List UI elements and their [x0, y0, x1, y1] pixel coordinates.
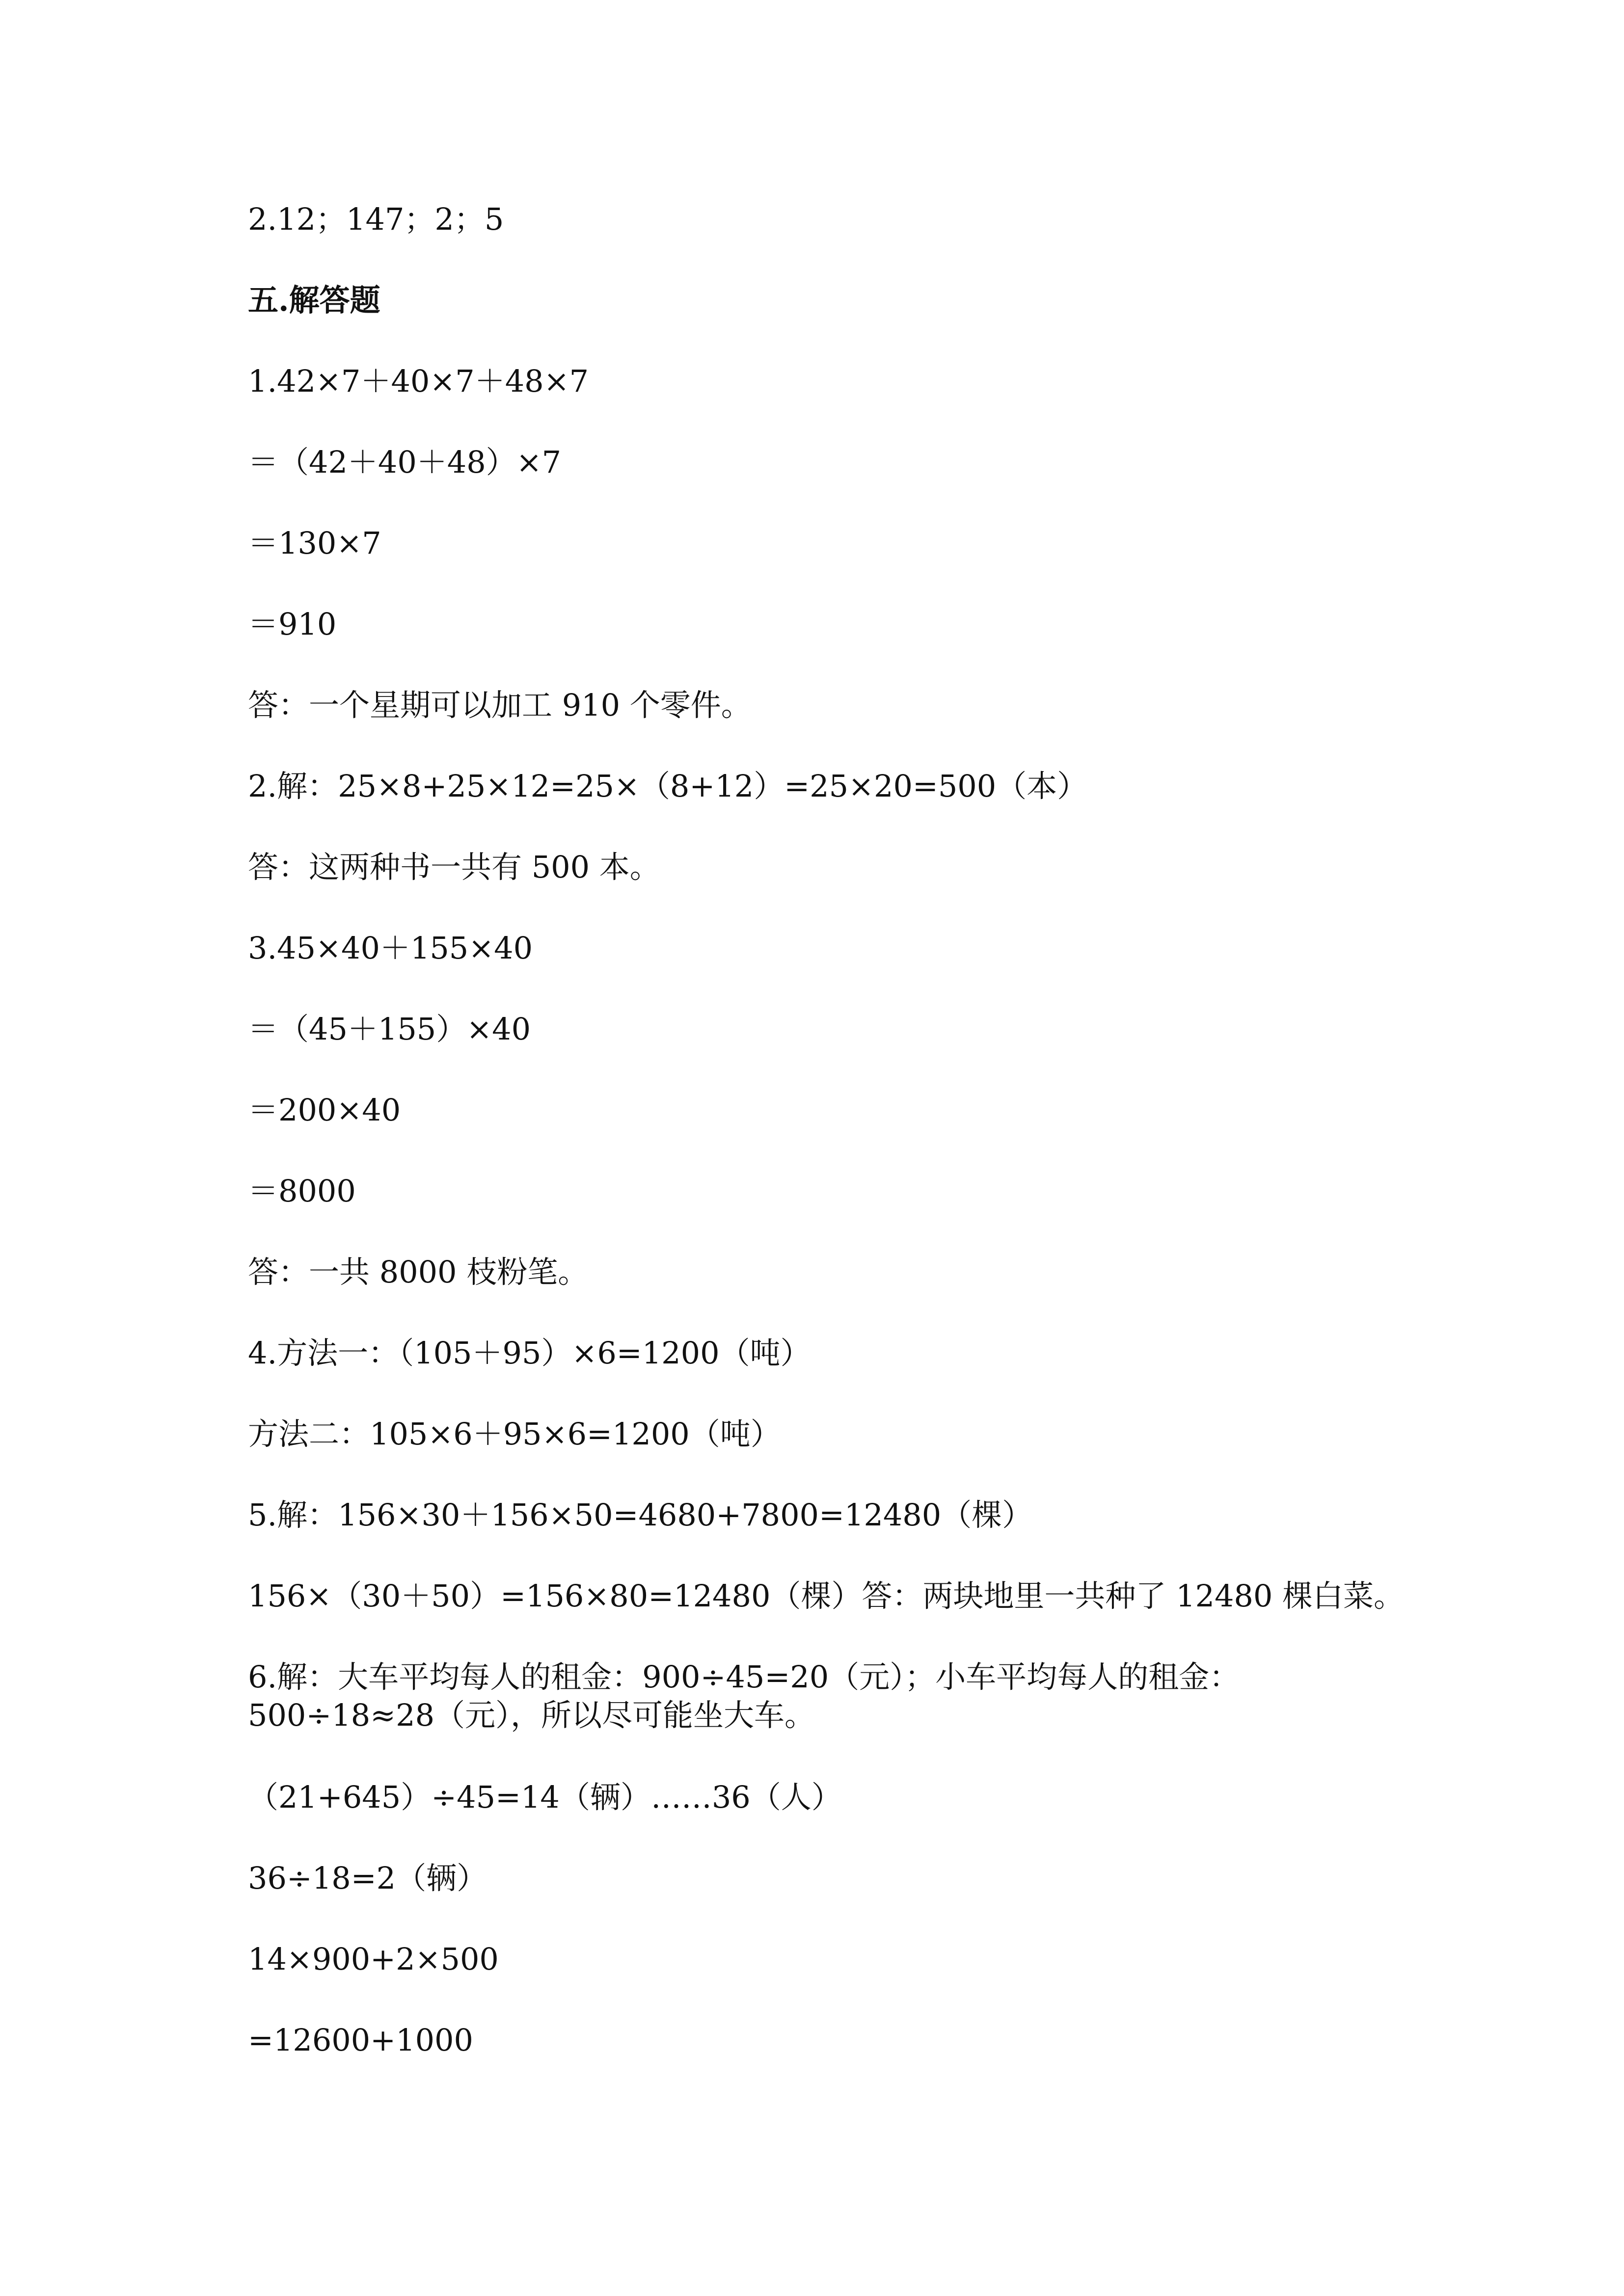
section-heading-solve-problems: 五.解答题: [248, 282, 380, 318]
problem-6-analysis: 6.解：大车平均每人的租金：900÷45=20（元）；小车平均每人的租金：500÷18≈28（元），所以尽可能坐大车。: [248, 1659, 1240, 1733]
problem-3-step-1: 3.45×40＋155×40: [248, 930, 533, 966]
answer-line-fill-blank-2: 2.12；147；2；5: [248, 201, 504, 237]
problem-6-step-4: =12600+1000: [248, 2022, 473, 2058]
problem-3-answer: 答：一共 8000 枝粉笔。: [248, 1254, 589, 1290]
problem-2-answer: 答：这两种书一共有 500 本。: [248, 849, 660, 885]
problem-3-step-2: ＝（45＋155）×40: [248, 1011, 531, 1047]
problem-4-method-1: 4.方法一：（105＋95）×6=1200（吨）: [248, 1335, 811, 1371]
problem-6-step-3: 14×900+2×500: [248, 1941, 499, 1977]
problem-5-solution-1: 5.解：156×30＋156×50=4680+7800=12480（棵）: [248, 1497, 1033, 1533]
problem-6-step-2: 36÷18=2（辆）: [248, 1860, 487, 1896]
problem-2-solution: 2.解：25×8+25×12=25×（8+12）=25×20=500（本）: [248, 768, 1088, 804]
problem-3-step-4: ＝8000: [248, 1173, 356, 1209]
problem-5-solution-2-and-answer: 156×（30＋50）=156×80=12480（棵）答：两块地里一共种了 12480 棵白菜。: [248, 1578, 1405, 1614]
problem-1-step-1: 1.42×7＋40×7＋48×7: [248, 363, 589, 399]
problem-6-step-1: （21+645）÷45=14（辆）……36（人）: [248, 1779, 842, 1815]
problem-1-step-4: ＝910: [248, 606, 337, 642]
problem-3-step-3: ＝200×40: [248, 1092, 401, 1128]
problem-4-method-2: 方法二：105×6＋95×6=1200（吨）: [248, 1416, 781, 1452]
problem-1-step-2: ＝（42＋40＋48）×7: [248, 444, 562, 480]
problem-1-step-3: ＝130×7: [248, 525, 381, 561]
problem-1-answer: 答：一个星期可以加工 910 个零件。: [248, 687, 752, 723]
